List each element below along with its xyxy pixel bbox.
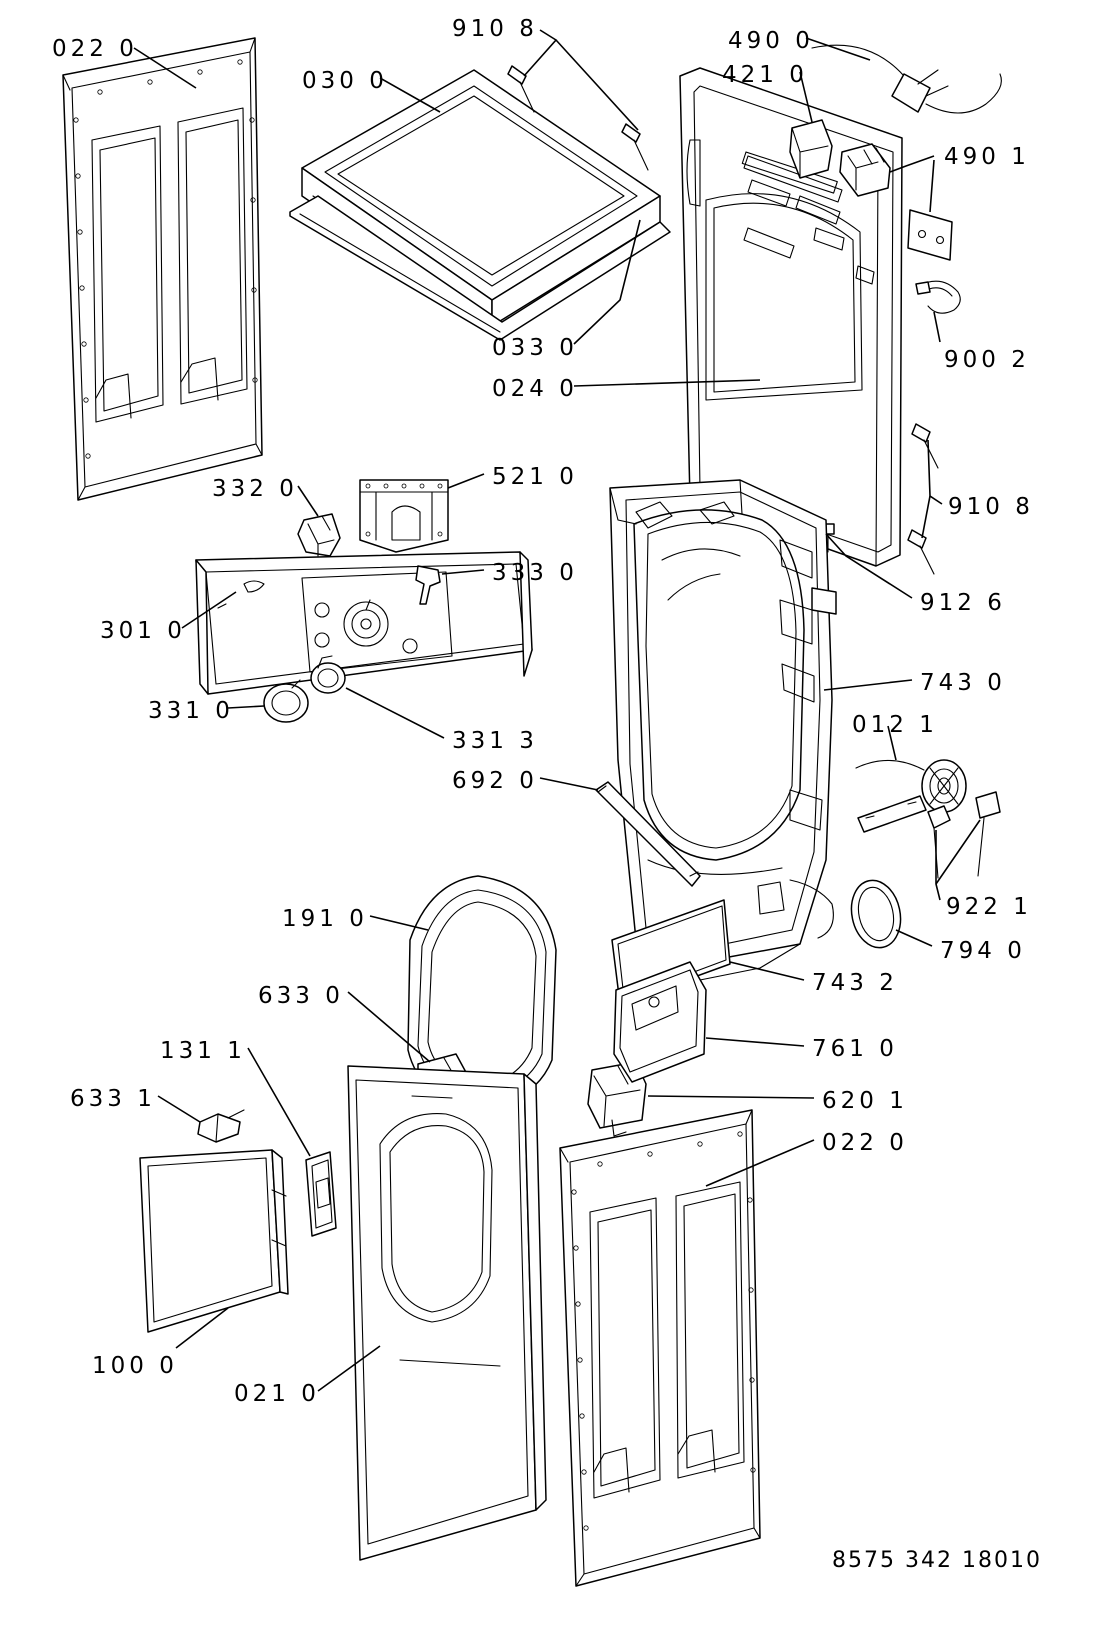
part-cable-clamp bbox=[916, 281, 960, 313]
callout-022-0-top-left: 022 0 bbox=[52, 36, 138, 62]
part-rear-cover-100 bbox=[140, 1150, 288, 1332]
callout-332-0: 332 0 bbox=[212, 476, 298, 502]
part-side-panel-bottom-right bbox=[560, 1110, 760, 1586]
callout-900-2: 900 2 bbox=[944, 347, 1030, 373]
part-screw-right-a bbox=[912, 424, 938, 468]
callout-794-0: 794 0 bbox=[940, 938, 1026, 964]
callout-743-0: 743 0 bbox=[920, 670, 1006, 696]
callout-490-1: 490 1 bbox=[944, 144, 1030, 170]
callout-761-0: 761 0 bbox=[812, 1036, 898, 1062]
part-control-panel bbox=[196, 552, 532, 694]
callout-743-2: 743 2 bbox=[812, 970, 898, 996]
callout-033-0: 033 0 bbox=[492, 335, 578, 361]
part-bracket-490-1 bbox=[908, 210, 952, 260]
callout-301-0: 301 0 bbox=[100, 618, 186, 644]
part-switch-131 bbox=[306, 1152, 336, 1236]
part-screw-top-b bbox=[622, 124, 648, 170]
part-screw-right-b bbox=[908, 530, 934, 574]
callout-910-8-top: 910 8 bbox=[452, 16, 538, 42]
part-power-cord bbox=[812, 45, 1001, 113]
callout-331-0: 331 0 bbox=[148, 698, 234, 724]
part-side-panel-top-left bbox=[63, 38, 262, 500]
callout-024-0: 024 0 bbox=[492, 376, 578, 402]
part-hinge-332 bbox=[298, 514, 340, 556]
callout-633-0: 633 0 bbox=[258, 983, 344, 1009]
part-pulley-012 bbox=[856, 760, 1000, 878]
callout-620-1: 620 1 bbox=[822, 1088, 908, 1114]
callout-012-1: 012 1 bbox=[852, 712, 938, 738]
document-number: 8575 342 18010 bbox=[832, 1548, 1042, 1573]
callout-331-3: 331 3 bbox=[452, 728, 538, 754]
callout-030-0: 030 0 bbox=[302, 68, 388, 94]
callout-333-0: 333 0 bbox=[492, 560, 578, 586]
callout-490-0: 490 0 bbox=[728, 28, 814, 54]
callout-912-6: 912 6 bbox=[920, 590, 1006, 616]
callout-910-8-right: 910 8 bbox=[948, 494, 1034, 520]
callout-131-1: 131 1 bbox=[160, 1038, 246, 1064]
callout-191-0: 191 0 bbox=[282, 906, 368, 932]
callout-521-0: 521 0 bbox=[492, 464, 578, 490]
callout-421-0: 421 0 bbox=[722, 62, 808, 88]
part-bracket-521 bbox=[360, 480, 448, 552]
part-top-lid bbox=[302, 70, 660, 326]
callout-021-0: 021 0 bbox=[234, 1381, 320, 1407]
callout-922-1: 922 1 bbox=[946, 894, 1032, 920]
part-ring-794 bbox=[845, 876, 906, 952]
callout-692-0: 692 0 bbox=[452, 768, 538, 794]
callout-022-0-bottom-right: 022 0 bbox=[822, 1130, 908, 1156]
callout-100-0: 100 0 bbox=[92, 1353, 178, 1379]
part-pin-633-1 bbox=[198, 1110, 244, 1142]
callout-633-1: 633 1 bbox=[70, 1086, 156, 1112]
part-capacitor-box bbox=[790, 120, 832, 178]
part-knob-331-0 bbox=[264, 680, 308, 722]
part-front-panel-021 bbox=[348, 1066, 546, 1560]
